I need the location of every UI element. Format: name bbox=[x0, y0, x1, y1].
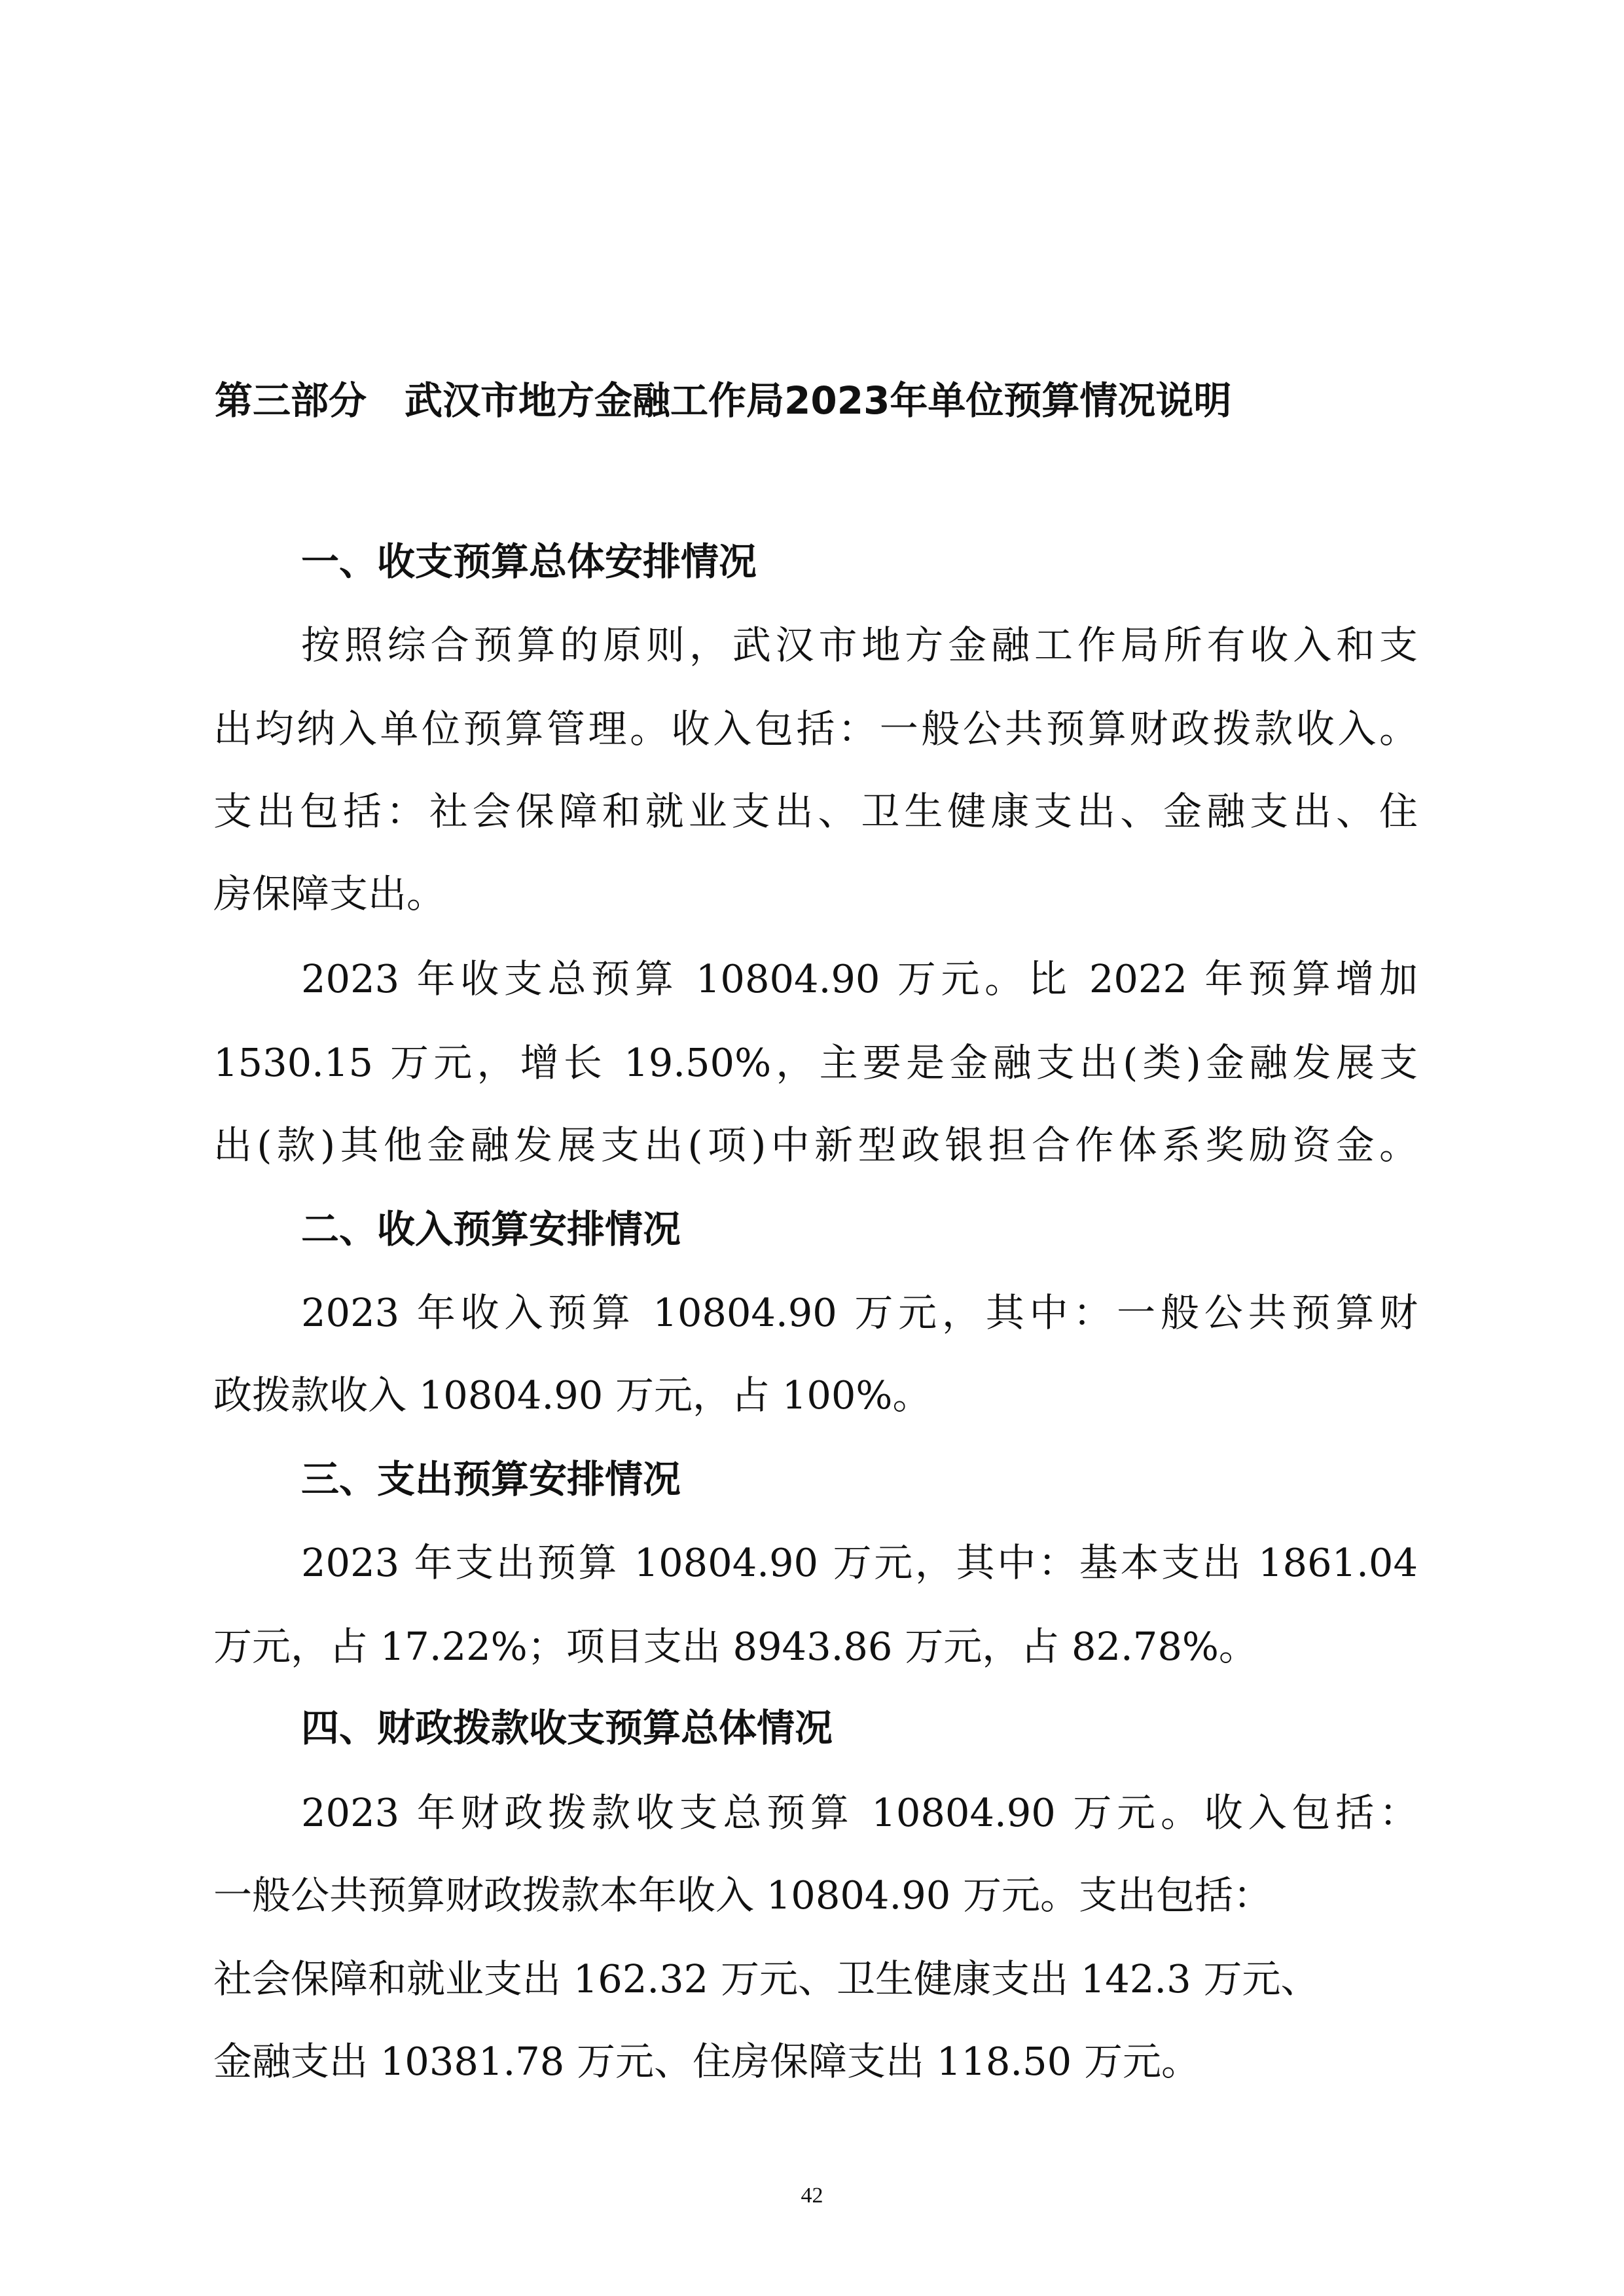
section-heading-3: 三、支出预算安排情况 bbox=[301, 1457, 681, 1501]
paragraph-line: 一般公共预算财政拨款本年收入 10804.90 万元。支出包括： bbox=[213, 1873, 1272, 1918]
paragraph-line: 1530.15 万元，增长 19.50%，主要是金融支出(类)金融发展支 bbox=[213, 1040, 1418, 1085]
paragraph-line: 房保障支出。 bbox=[213, 871, 446, 916]
paragraph-line: 支出包括：社会保障和就业支出、卫生健康支出、金融支出、住 bbox=[213, 789, 1418, 834]
paragraph-line: 社会保障和就业支出 162.32 万元、卫生健康支出 142.3 万元、 bbox=[213, 1956, 1320, 2001]
paragraph-line: 万元，占 17.22%；项目支出 8943.86 万元，占 82.78%。 bbox=[213, 1624, 1257, 1669]
document-title: 第三部分 武汉市地方金融工作局2023年单位预算情况说明 bbox=[215, 378, 1232, 423]
paragraph-line: 2023 年财政拨款收支总预算 10804.90 万元。收入包括： bbox=[301, 1790, 1418, 1835]
page-number: 42 bbox=[801, 2183, 823, 2208]
section-heading-4: 四、财政拨款收支预算总体情况 bbox=[301, 1706, 833, 1750]
paragraph-line: 按照综合预算的原则，武汉市地方金融工作局所有收入和支 bbox=[301, 622, 1418, 668]
paragraph-line: 2023 年收入预算 10804.90 万元，其中：一般公共预算财 bbox=[301, 1290, 1418, 1335]
paragraph-line: 2023 年收支总预算 10804.90 万元。比 2022 年预算增加 bbox=[301, 956, 1418, 1001]
paragraph-line: 政拨款收入 10804.90 万元，占 100%。 bbox=[213, 1372, 931, 1418]
section-heading-2: 二、收入预算安排情况 bbox=[301, 1207, 681, 1251]
paragraph-line: 2023 年支出预算 10804.90 万元，其中：基本支出 1861.04 bbox=[301, 1540, 1418, 1585]
section-heading-1: 一、收支预算总体安排情况 bbox=[301, 539, 757, 584]
paragraph-line: 出均纳入单位预算管理。收入包括：一般公共预算财政拨款收入。 bbox=[213, 706, 1418, 751]
paragraph-line: 出(款)其他金融发展支出(项)中新型政银担合作体系奖励资金。 bbox=[213, 1122, 1418, 1168]
paragraph-line: 金融支出 10381.78 万元、住房保障支出 118.50 万元。 bbox=[213, 2039, 1200, 2084]
